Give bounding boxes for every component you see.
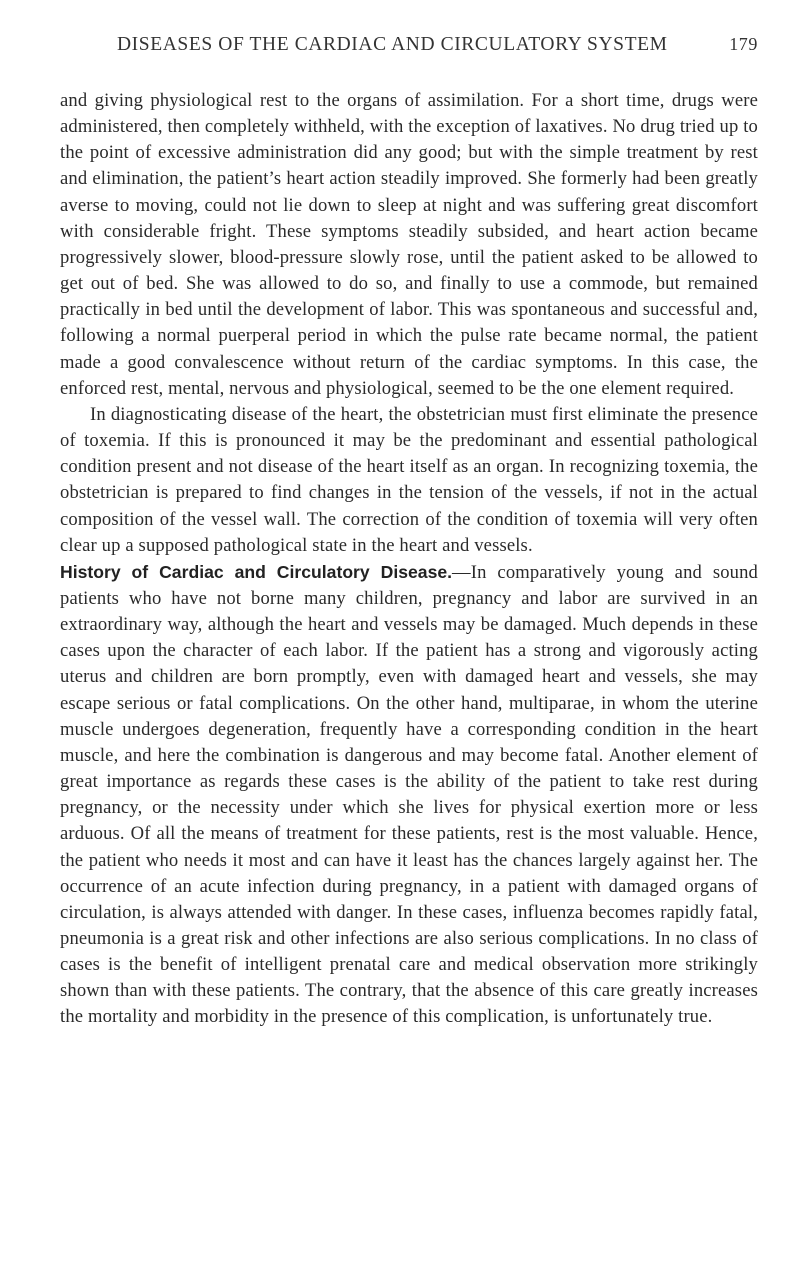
section-heading: History of Cardiac and Circulatory Disease. — [60, 561, 453, 582]
body-text — [60, 88, 758, 1031]
paragraph-history — [60, 559, 758, 1031]
paragraph-continuation: and giving physiological rest to the organs of assimilation. For a short time, drugs were administered, then completely withheld, with the exception of laxatives. No drug tried up to the point of excessive administration did any good; but with the simple treatment by rest and elimination, the patient’s heart action steadily improved. She formerly had been greatly averse to moving, could not lie down to sleep at night and was suffering great discomfort with considerable fright. These symptoms steadily subsided, and heart action became progressively slower, blood-pressure slowly rose, until the patient asked to be allowed to get out of bed. She was allowed to do so, and finally to use a commode, but remained practically in bed until the development of labor. This was spontaneous and successful and, following a normal puerperal period in which the pulse rate became normal, the patient made a good convalescence without return of the cardiac symptoms. In this case, the enforced rest, mental, nervous and physiological, seemed to be the one element required. — [60, 90, 758, 399]
page-number: 179 — [729, 34, 758, 54]
running-title: DISEASES OF THE CARDIAC AND CIRCULATORY SYSTEM — [117, 34, 668, 55]
paragraph-history-text: —In comparatively young and sound patients who have not borne many children, pregnancy and labor are survived in an extraordinary way, although the heart and vessels may be damaged. Much depends in these cases upon the character of each labor. If the patient has a strong and vigorously acting uterus and children are born promptly, even with damaged heart and vessels, she may escape serious or fatal complications. On the other hand, multiparae, in whom the uterine muscle undergoes degeneration, frequently have a corresponding condition in the heart muscle, and here the combination is dangerous and may become fatal. Another element of great importance as regards these cases is the ability of the patient to take rest during pregnancy, or the necessity under which she lives for physical exertion more or less arduous. Of all the means of treatment for these patients, rest is the most valuable. Hence, the patient who needs it most and can have it least has the chances largely against her. The occurrence of an acute infection during pregnancy, in a patient with damaged organs of circulation, is always attended with danger. In these cases, influenza becomes rapidly fatal, pneumonia is a great risk and other infections are also serious complications. In no class of cases is the benefit of intelligent prenatal care and medical observation more strikingly shown than with these patients. The contrary, that the absence of this care greatly increases the mortality and morbidity in the presence of this complication, is unfortunately true. — [60, 561, 758, 1028]
running-head — [60, 34, 758, 64]
paragraph-diagnosis: In diagnosticating disease of the heart, the obstetrician must first eliminate the presence of toxemia. If this is pronounced it may be the predominant and essential pathological condition present and not disease of the heart itself as an organ. In recognizing toxemia, the obstetrician is prepared to find changes in the tension of the vessels, if not in the actual composition of the vessel wall. The correction of the condition of toxemia will very often clear up a supposed pathological state in the heart and vessels. — [60, 403, 758, 556]
